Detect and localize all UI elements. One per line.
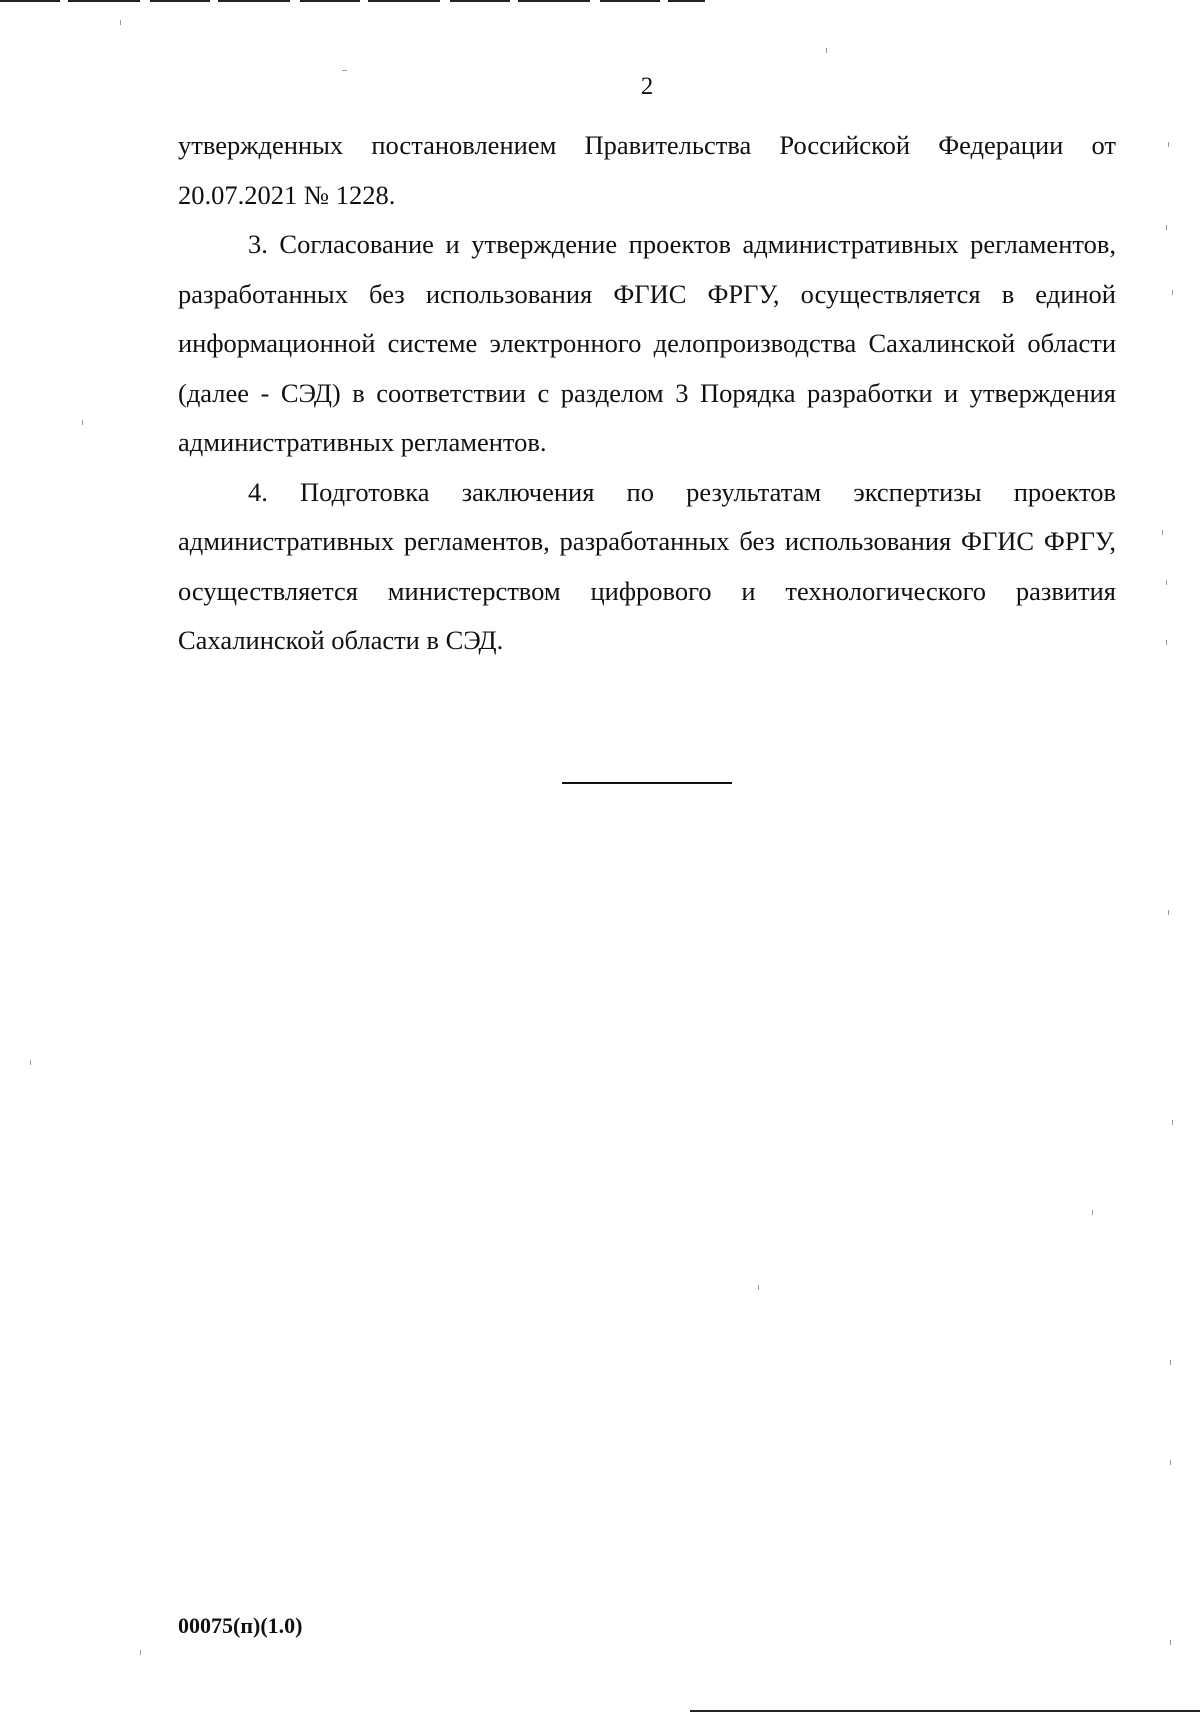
paragraph-continuation: утвержденных постановлением Правительства Российской Федерации от 20.07.2021 № 1228. bbox=[178, 130, 1116, 210]
scan-speck bbox=[120, 20, 121, 25]
scan-speck bbox=[1166, 640, 1167, 645]
scan-speck bbox=[1172, 1120, 1173, 1125]
scan-speck bbox=[1170, 1460, 1171, 1465]
scan-edge-top bbox=[0, 0, 705, 2]
scan-speck bbox=[140, 1650, 141, 1655]
scan-speck bbox=[1166, 225, 1167, 230]
scan-speck bbox=[1166, 580, 1167, 585]
body-text bbox=[178, 121, 1116, 666]
scan-speck bbox=[758, 1285, 759, 1290]
scan-speck bbox=[1170, 1640, 1171, 1645]
scan-speck bbox=[1092, 1210, 1093, 1215]
document-code: 00075(п)(1.0) bbox=[178, 1613, 303, 1638]
scan-speck bbox=[30, 1060, 31, 1065]
paragraph-item-4: 4. Подготовка заключения по результатам экспертизы проектов административных регламентов, разработанных без использования ФГИС ФРГУ, осуществляется министерством цифрового и технологического развития Сахалинской области в СЭД. bbox=[178, 476, 1116, 655]
scan-speck bbox=[1170, 1360, 1171, 1365]
scan-speck bbox=[1168, 142, 1169, 147]
closing-separator-line bbox=[562, 782, 732, 784]
scan-speck bbox=[1172, 290, 1173, 295]
scan-speck bbox=[1162, 530, 1163, 535]
page-number: 2 bbox=[640, 73, 654, 100]
scan-speck bbox=[342, 70, 347, 71]
scan-speck bbox=[1168, 910, 1169, 915]
paragraph-item-3: 3. Согласование и утверждение проектов административных регламентов, разработанных без использования ФГИС ФРГУ, осуществляется в единой информационной системе электронного делопроизводства Сахалинской области (далее - СЭД) в соответствии с разделом 3 Порядка разработки и утверждения административных регламентов. bbox=[178, 229, 1116, 457]
scan-speck bbox=[826, 48, 827, 53]
scan-speck bbox=[82, 420, 83, 425]
